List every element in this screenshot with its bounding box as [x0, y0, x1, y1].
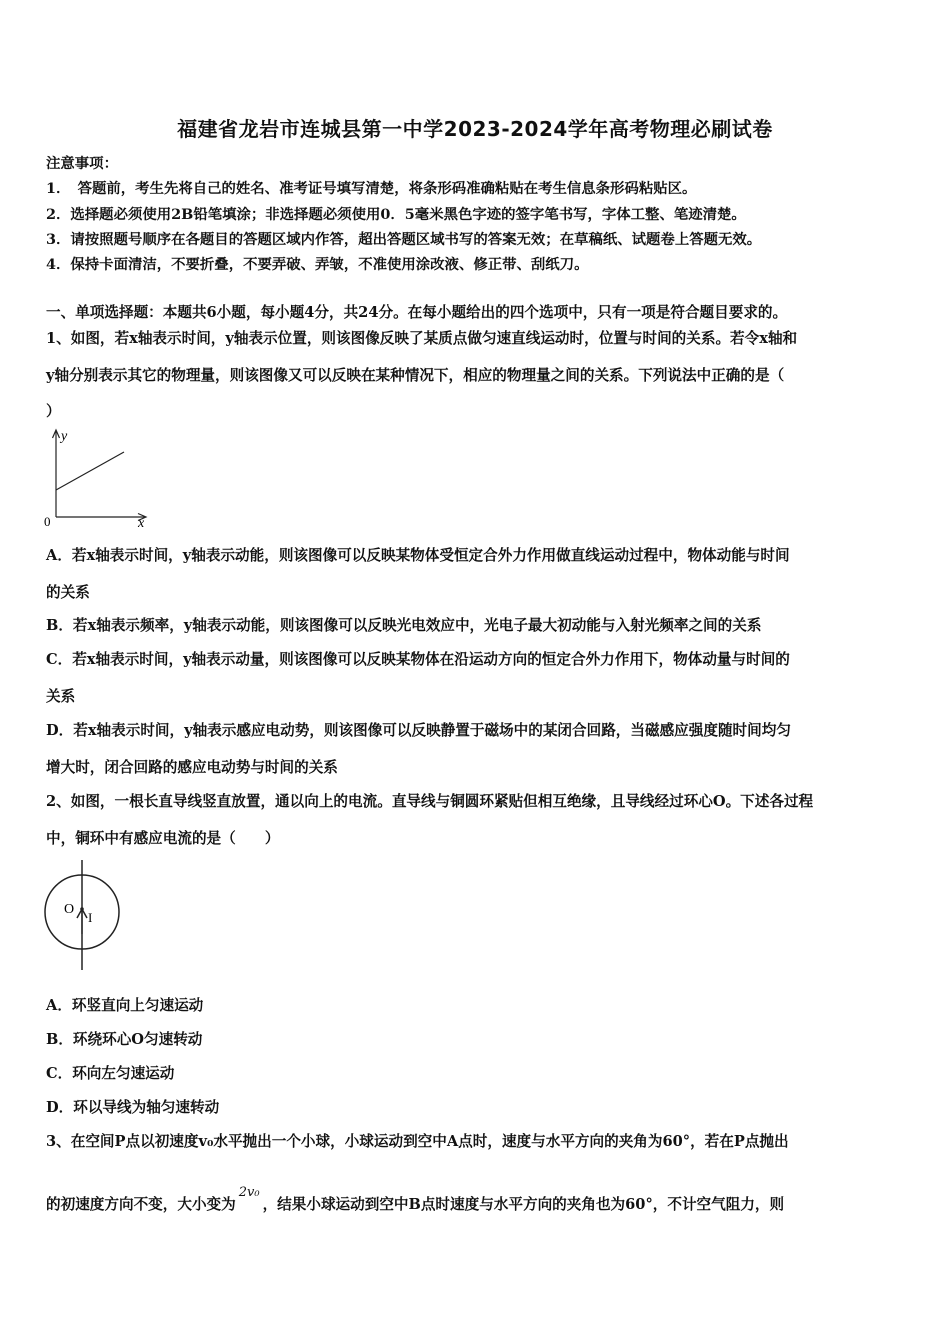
q3-formula: 2v₀ — [238, 1185, 260, 1200]
q3-line-2-end: ，结果小球运动到空中B点时速度与水平方向的夹角也为60°，不计空气阻力，则 — [262, 1196, 785, 1213]
q1-stem-line-3: ） — [46, 403, 61, 420]
notice-item-2: 2．选择题必须使用2B铅笔填涂；非选择题必须使用0．5毫米黑色字迹的签字笔书写，字体工整、笔迹清楚。 — [46, 206, 746, 223]
q2-option-a: A．环竖直向上匀速运动 — [46, 997, 204, 1014]
q1-option-a-line-1: A．若x轴表示时间，y轴表示动能，则该图像可以反映某物体受恒定合外力作用做直线运动过程中，物体动能与时间 — [46, 547, 790, 564]
q1-option-d-line-2: 增大时，闭合回路的感应电动势与时间的关系 — [46, 759, 338, 776]
section-heading: 一、单项选择题：本题共6小题，每小题4分，共24分。在每小题给出的四个选项中，只有一项是符合题目要求的。 — [46, 304, 788, 321]
q2-stem-line-2: 中，铜环中有感应电流的是（ ） — [46, 830, 280, 847]
q2-option-d: D．环以导线为轴匀速转动 — [46, 1099, 220, 1116]
q1-graph — [40, 425, 160, 531]
notice-item-3: 3．请按照题号顺序在各题目的答题区域内作答，超出答题区域书写的答案无效；在草稿纸、试题卷上答题无效。 — [46, 231, 762, 248]
q1-option-a-line-2: 的关系 — [46, 584, 90, 601]
graph-line — [56, 452, 124, 490]
current-label: I — [88, 910, 93, 925]
q2-figure — [40, 860, 130, 972]
origin-label: 0 — [44, 514, 51, 529]
q1-option-c-line-2: 关系 — [46, 688, 76, 705]
q2-option-b: B．环绕环心O匀速转动 — [46, 1031, 203, 1048]
center-dot — [80, 907, 84, 911]
page-title: 福建省龙岩市连城县第一中学2023-2024学年高考物理必刷试卷 — [177, 117, 773, 141]
q1-option-b: B．若x轴表示频率，y轴表示动能，则该图像可以反映光电效应中，光电子最大初动能与入射光频率之间的关系 — [46, 617, 762, 634]
x-axis-label: x — [138, 516, 145, 531]
y-axis-label: y — [61, 429, 68, 444]
notice-item-4: 4．保持卡面清洁，不要折叠，不要弄破、弄皱，不准使用涂改液、修正带、刮纸刀。 — [46, 256, 589, 273]
q3-stem-line-2 — [46, 1185, 785, 1214]
q2-stem-line-1: 2、如图，一根长直导线竖直放置，通以向上的电流。直导线与铜圆环紧贴但相互绝缘，且导线经过环心O。下述各过程 — [46, 793, 814, 810]
q2-option-c: C．环向左匀速运动 — [46, 1065, 175, 1082]
q3-stem-line-1: 3、在空间P点以初速度v₀水平抛出一个小球，小球运动到空中A点时，速度与水平方向的夹角为60°，若在P点抛出 — [46, 1133, 789, 1150]
q3-line-2-start: 的初速度方向不变，大小变为 — [46, 1196, 236, 1213]
q1-option-d-line-1: D．若x轴表示时间，y轴表示感应电动势，则该图像可以反映静置于磁场中的某闭合回路，当磁感应强度随时间均匀 — [46, 722, 791, 739]
q1-option-c-line-1: C．若x轴表示时间，y轴表示动量，则该图像可以反映某物体在沿运动方向的恒定合外力作用下，物体动量与时间的 — [46, 651, 790, 668]
q1-stem-line-2: y轴分别表示其它的物理量，则该图像又可以反映在某种情况下，相应的物理量之间的关系。下列说法中正确的是（ — [46, 367, 785, 384]
notice-heading: 注意事项： — [46, 155, 118, 172]
q1-stem-line-1: 1、如图，若x轴表示时间，y轴表示位置，则该图像反映了某质点做匀速直线运动时，位置与时间的关系。若令x轴和 — [46, 330, 798, 347]
notice-item-1: 1． 答题前，考生先将自己的姓名、准考证号填写清楚，将条形码准确粘贴在考生信息条形码粘贴区。 — [46, 180, 697, 197]
center-label: O — [64, 902, 75, 917]
